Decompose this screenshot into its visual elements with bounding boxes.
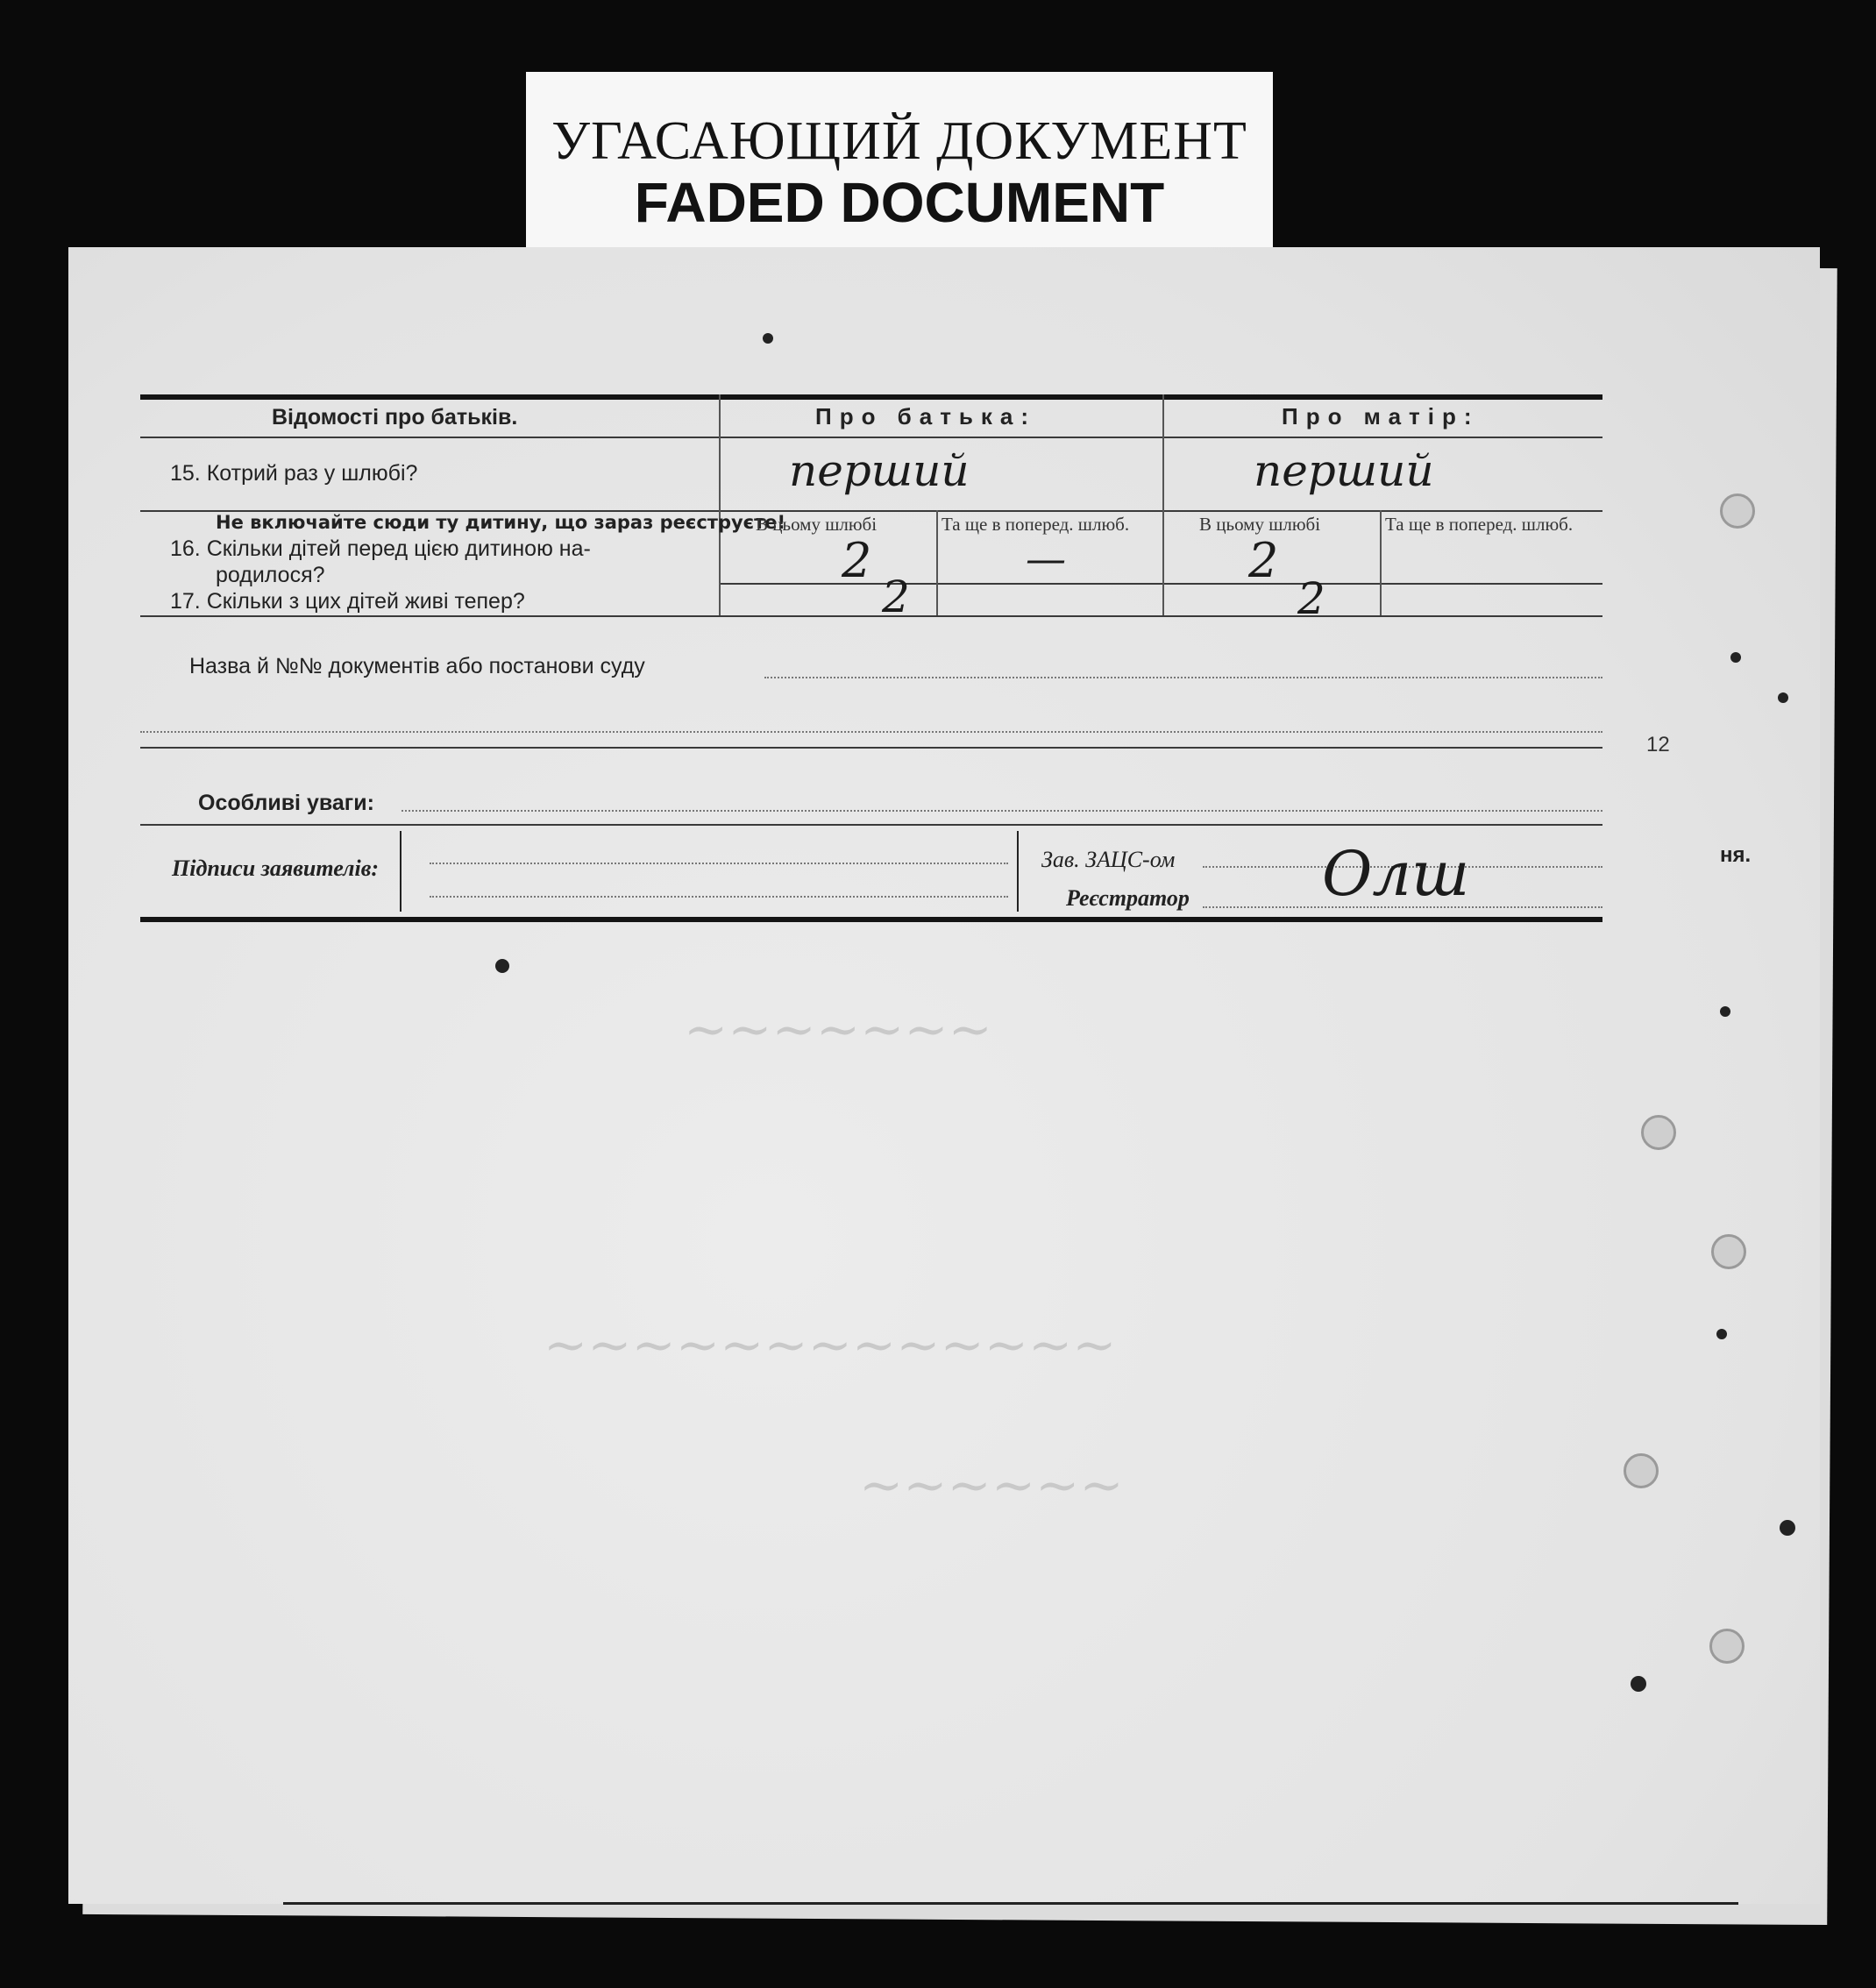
mother-prev-marriage-header: Та ще в поперед. шлюб.: [1385, 514, 1574, 535]
ghost-ink: ~~~~~~~~~~~~~: [544, 1315, 1117, 1376]
top-rule: [140, 394, 1602, 400]
ink-speck: [763, 333, 773, 344]
faded-document-label: [526, 72, 1273, 263]
mother-children-this-marriage: 2: [1248, 533, 1279, 588]
documents-line-1: [764, 677, 1602, 678]
registrar-label: Реєстратор: [1066, 885, 1190, 911]
margin-text: ня.: [1720, 843, 1752, 867]
applicant-signature-line-2: [430, 896, 1008, 898]
head-zags-label: Зав. ЗАЦС-ом: [1041, 847, 1176, 872]
father-prev-marriage-header: Та ще в поперед. шлюб.: [942, 514, 1130, 535]
father-children-this-marriage: 2: [842, 533, 872, 588]
mother-this-marriage-header: В цьому шлюбі: [1199, 514, 1321, 535]
documents-rule-2: [140, 747, 1602, 749]
ink-speck: [1780, 1520, 1795, 1536]
punch-hole: [1720, 493, 1755, 529]
parents-info-form: [140, 394, 1602, 920]
ink-speck: [1730, 652, 1741, 663]
ghost-ink: ~~~~~~~: [684, 999, 992, 1061]
mother-column-divider: [1162, 394, 1164, 615]
mother-children-alive: 2: [1297, 573, 1325, 624]
signature-divider: [1017, 831, 1019, 912]
special-notes-line: [401, 810, 1602, 812]
documents-line-2: [140, 731, 1602, 733]
punch-hole: [1624, 1453, 1659, 1488]
registrar-signature: Олш: [1322, 838, 1470, 910]
father-column-divider: [719, 394, 721, 615]
question-15-label: 15. Котрий раз у шлюбі?: [170, 461, 418, 486]
question-16-label-line1: 16. Скільки дітей перед цією дитиною на-: [170, 536, 591, 561]
about-mother-heading: Про матір:: [1282, 403, 1480, 430]
question-16-note: Не включайте сюди ту дитину, що зараз реєструєте!: [216, 512, 786, 533]
notes-rule: [140, 824, 1602, 826]
father-subcolumn-divider: [936, 510, 938, 615]
label-russian: УГАСАЮЩИЙ ДОКУМЕНТ: [551, 111, 1247, 171]
documents-label: Назва й №№ документів або постанови суду: [189, 654, 645, 678]
special-notes-label: Особливі уваги:: [198, 791, 374, 815]
header-rule: [140, 437, 1602, 438]
ink-speck: [1716, 1329, 1727, 1339]
ink-speck: [1778, 692, 1788, 703]
bottom-rule: [140, 917, 1602, 922]
mother-subcolumn-divider: [1380, 510, 1382, 615]
punch-hole: [1711, 1234, 1746, 1269]
father-marriage-count: перший: [789, 445, 970, 496]
parents-info-heading: Відомості про батьків.: [272, 405, 518, 430]
ink-speck: [1720, 1006, 1730, 1017]
applicant-signature-line-1: [430, 863, 1008, 864]
father-children-prev-marriage: —: [1026, 535, 1066, 582]
applicant-signatures-label: Підписи заявителів:: [172, 856, 379, 881]
signature-bracket-left: [400, 831, 401, 912]
bottom-edge-line: [283, 1902, 1738, 1905]
father-this-marriage-header: В цьому шлюбі: [756, 514, 878, 535]
ink-speck: [495, 959, 509, 973]
margin-number: 12: [1646, 733, 1670, 756]
punch-hole: [1709, 1629, 1745, 1664]
ghost-ink: ~~~~~~: [859, 1455, 1124, 1516]
question-17-label: 17. Скільки з цих дітей живі тепер?: [170, 589, 525, 614]
label-english: FADED DOCUMENT: [634, 171, 1165, 234]
about-father-heading: Про батька:: [815, 403, 1037, 430]
mother-marriage-count: перший: [1254, 445, 1434, 496]
question-16-label-line2: родилося?: [216, 563, 325, 587]
father-children-alive: 2: [882, 572, 910, 622]
ink-speck: [1631, 1676, 1646, 1692]
row17-rule: [140, 615, 1602, 617]
punch-hole: [1641, 1115, 1676, 1150]
